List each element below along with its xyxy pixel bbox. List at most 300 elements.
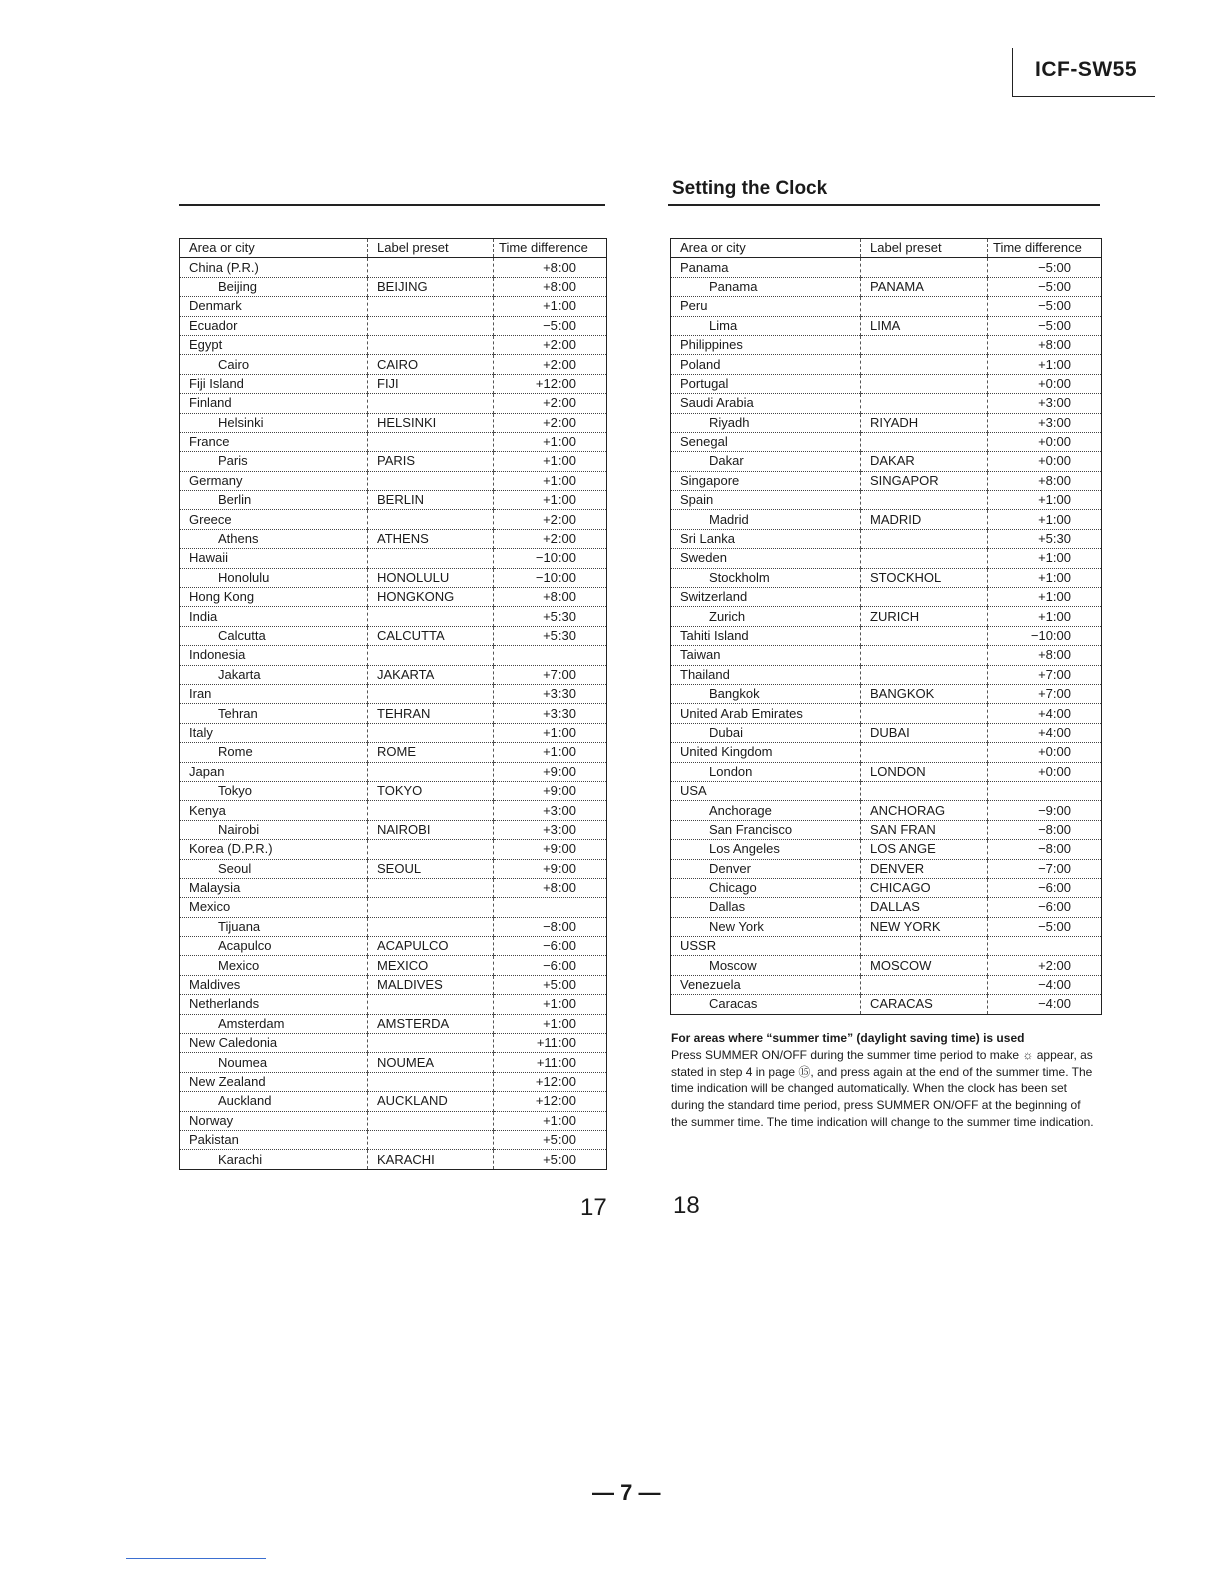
table-row — [671, 801, 1102, 820]
time-cell: −7:00 — [988, 859, 1102, 878]
time-cell: −5:00 — [988, 297, 1102, 316]
table-row — [180, 878, 607, 897]
area-cell: San Francisco — [671, 820, 861, 839]
area-cell: Korea (D.P.R.) — [180, 840, 368, 859]
area-cell: Acapulco — [180, 937, 368, 956]
label-cell: JAKARTA — [368, 665, 494, 684]
table-row — [180, 1072, 607, 1091]
label-cell: ZURICH — [861, 607, 988, 626]
label-cell: SAN FRAN — [861, 820, 988, 839]
table-row — [180, 975, 607, 994]
area-cell: Tehran — [180, 704, 368, 723]
label-cell — [368, 471, 494, 490]
table-row — [671, 588, 1102, 607]
area-cell: Lima — [671, 316, 861, 335]
label-cell — [368, 1111, 494, 1130]
table-row — [180, 1092, 607, 1111]
table-row — [180, 917, 607, 936]
time-cell: +7:00 — [988, 684, 1102, 703]
label-cell — [368, 684, 494, 703]
label-cell: LOS ANGE — [861, 840, 988, 859]
table-row — [180, 898, 607, 917]
time-cell: +1:00 — [494, 723, 607, 742]
label-cell — [368, 917, 494, 936]
time-cell: −8:00 — [988, 840, 1102, 859]
label-cell — [861, 297, 988, 316]
table-row — [671, 510, 1102, 529]
table-row — [671, 374, 1102, 393]
area-cell: Hong Kong — [180, 588, 368, 607]
label-cell — [861, 335, 988, 354]
table-row — [180, 801, 607, 820]
area-cell: Norway — [180, 1111, 368, 1130]
time-cell: −5:00 — [988, 316, 1102, 335]
label-cell: ATHENS — [368, 529, 494, 548]
time-cell: +5:30 — [494, 607, 607, 626]
area-cell: Nairobi — [180, 820, 368, 839]
area-cell: Jakarta — [180, 665, 368, 684]
time-cell: +2:00 — [494, 510, 607, 529]
table-row — [671, 626, 1102, 645]
time-cell: +1:00 — [988, 607, 1102, 626]
table-row — [180, 1053, 607, 1072]
table-row — [180, 1111, 607, 1130]
time-cell: −4:00 — [988, 975, 1102, 994]
label-cell — [861, 646, 988, 665]
time-cell: +8:00 — [494, 277, 607, 296]
table-row — [180, 316, 607, 335]
table-row — [180, 626, 607, 645]
area-cell: Egypt — [180, 335, 368, 354]
time-cell: +9:00 — [494, 762, 607, 781]
time-cell: +5:00 — [494, 975, 607, 994]
footer-page-number: — 7 — — [592, 1480, 661, 1505]
time-cell: +5:30 — [494, 626, 607, 645]
table-row — [180, 665, 607, 684]
area-cell: Berlin — [180, 491, 368, 510]
time-cell: +0:00 — [988, 374, 1102, 393]
time-cell: +5:30 — [988, 529, 1102, 548]
label-cell — [861, 258, 988, 277]
time-cell: +3:00 — [988, 394, 1102, 413]
time-cell: +1:00 — [494, 1014, 607, 1033]
table-row — [180, 840, 607, 859]
area-cell: Rome — [180, 743, 368, 762]
time-cell: +1:00 — [494, 1111, 607, 1130]
table-row — [671, 762, 1102, 781]
area-cell: Poland — [671, 355, 861, 374]
area-cell: Spain — [671, 491, 861, 510]
right-time-table — [670, 238, 1102, 1015]
table-row — [671, 568, 1102, 587]
label-cell — [861, 975, 988, 994]
label-cell: BEIJING — [368, 277, 494, 296]
label-cell — [368, 995, 494, 1014]
area-cell: United Kingdom — [671, 743, 861, 762]
label-cell — [861, 665, 988, 684]
time-cell: −10:00 — [988, 626, 1102, 645]
area-cell: New Caledonia — [180, 1034, 368, 1053]
table-row — [180, 491, 607, 510]
label-cell — [861, 743, 988, 762]
table-header-row — [671, 239, 1102, 258]
area-cell: Chicago — [671, 878, 861, 897]
table-row — [671, 684, 1102, 703]
area-cell: Moscow — [671, 956, 861, 975]
time-cell: −6:00 — [494, 956, 607, 975]
table-row — [180, 452, 607, 471]
label-cell: MOSCOW — [861, 956, 988, 975]
label-cell — [368, 801, 494, 820]
table-row — [180, 781, 607, 800]
label-cell — [861, 491, 988, 510]
table-row — [671, 975, 1102, 994]
time-cell: +11:00 — [494, 1034, 607, 1053]
label-cell: HELSINKI — [368, 413, 494, 432]
table-row — [180, 762, 607, 781]
table-row — [671, 646, 1102, 665]
time-cell: +1:00 — [988, 491, 1102, 510]
time-cell: +1:00 — [988, 510, 1102, 529]
time-cell: −9:00 — [988, 801, 1102, 820]
area-cell: Zurich — [671, 607, 861, 626]
label-cell: HONOLULU — [368, 568, 494, 587]
label-cell: ACAPULCO — [368, 937, 494, 956]
table-row — [180, 394, 607, 413]
time-cell: −8:00 — [494, 917, 607, 936]
area-cell: Madrid — [671, 510, 861, 529]
time-cell: +8:00 — [494, 258, 607, 277]
area-cell: Noumea — [180, 1053, 368, 1072]
table-row — [671, 878, 1102, 897]
area-cell: Japan — [180, 762, 368, 781]
label-cell — [861, 549, 988, 568]
table-row — [180, 1130, 607, 1149]
page-number-right: 18 — [673, 1192, 700, 1219]
area-cell: Germany — [180, 471, 368, 490]
time-cell: +12:00 — [494, 1092, 607, 1111]
label-cell — [368, 840, 494, 859]
time-cell: +0:00 — [988, 762, 1102, 781]
area-cell: Bangkok — [671, 684, 861, 703]
area-cell: Ecuador — [180, 316, 368, 335]
col-time-header: Time difference — [494, 239, 607, 258]
label-cell: CALCUTTA — [368, 626, 494, 645]
label-cell — [368, 510, 494, 529]
table-row — [180, 549, 607, 568]
label-cell — [368, 646, 494, 665]
table-row — [180, 510, 607, 529]
label-cell: NOUMEA — [368, 1053, 494, 1072]
label-cell — [861, 704, 988, 723]
area-cell: Riyadh — [671, 413, 861, 432]
table-row — [180, 568, 607, 587]
time-cell: +1:00 — [494, 471, 607, 490]
label-cell — [861, 374, 988, 393]
label-cell: TEHRAN — [368, 704, 494, 723]
page-number-left: 17 — [580, 1194, 607, 1221]
area-cell: China (P.R.) — [180, 258, 368, 277]
table-row — [180, 277, 607, 296]
note-heading: For areas where “summer time” (daylight saving time) is used — [671, 1031, 1025, 1045]
label-cell: DALLAS — [861, 898, 988, 917]
label-cell: SEOUL — [368, 859, 494, 878]
area-cell: Taiwan — [671, 646, 861, 665]
label-cell: CARACAS — [861, 995, 988, 1014]
area-cell: Karachi — [180, 1150, 368, 1169]
time-cell: +2:00 — [494, 335, 607, 354]
area-cell: Singapore — [671, 471, 861, 490]
table-row — [671, 335, 1102, 354]
area-cell: Tijuana — [180, 917, 368, 936]
area-cell: Seoul — [180, 859, 368, 878]
area-cell: Peru — [671, 297, 861, 316]
time-cell: −10:00 — [494, 549, 607, 568]
area-cell: Thailand — [671, 665, 861, 684]
time-cell: +1:00 — [494, 297, 607, 316]
table-row — [671, 859, 1102, 878]
label-cell — [368, 1034, 494, 1053]
label-cell — [368, 1072, 494, 1091]
area-cell: Panama — [671, 258, 861, 277]
table-row — [671, 820, 1102, 839]
label-cell — [368, 723, 494, 742]
table-row — [180, 471, 607, 490]
left-time-table — [179, 238, 607, 1170]
time-cell: −10:00 — [494, 568, 607, 587]
label-cell: BANGKOK — [861, 684, 988, 703]
time-cell: +8:00 — [988, 471, 1102, 490]
label-cell: AUCKLAND — [368, 1092, 494, 1111]
section-title: Setting the Clock — [672, 178, 828, 199]
table-row — [671, 432, 1102, 451]
area-cell: Kenya — [180, 801, 368, 820]
label-cell — [368, 549, 494, 568]
time-cell: +5:00 — [494, 1150, 607, 1169]
area-cell: Paris — [180, 452, 368, 471]
label-cell — [368, 1130, 494, 1149]
label-cell — [368, 762, 494, 781]
time-cell: +1:00 — [988, 549, 1102, 568]
time-cell — [988, 781, 1102, 800]
time-cell: +0:00 — [988, 743, 1102, 762]
table-row — [671, 917, 1102, 936]
col-time-header: Time difference — [988, 239, 1102, 258]
table-row — [671, 452, 1102, 471]
right-rule — [668, 204, 1100, 206]
label-cell: ROME — [368, 743, 494, 762]
label-cell: RIYADH — [861, 413, 988, 432]
label-cell: PARIS — [368, 452, 494, 471]
label-cell — [861, 626, 988, 645]
label-cell: NAIROBI — [368, 820, 494, 839]
area-cell: Beijing — [180, 277, 368, 296]
time-cell: +12:00 — [494, 374, 607, 393]
blue-rule — [126, 1558, 266, 1559]
area-cell: Tokyo — [180, 781, 368, 800]
area-cell: Los Angeles — [671, 840, 861, 859]
label-cell — [861, 781, 988, 800]
time-cell: +7:00 — [494, 665, 607, 684]
table-row — [180, 355, 607, 374]
area-cell: Venezuela — [671, 975, 861, 994]
area-cell: Dallas — [671, 898, 861, 917]
time-cell: +1:00 — [494, 452, 607, 471]
table-row — [671, 607, 1102, 626]
time-cell: +2:00 — [988, 956, 1102, 975]
table-row — [180, 432, 607, 451]
area-cell: Denver — [671, 859, 861, 878]
table-row — [180, 335, 607, 354]
time-cell: +1:00 — [494, 491, 607, 510]
label-cell: CHICAGO — [861, 878, 988, 897]
label-cell — [861, 937, 988, 956]
area-cell: Hawaii — [180, 549, 368, 568]
label-cell — [368, 607, 494, 626]
table-row — [180, 956, 607, 975]
area-cell: Helsinki — [180, 413, 368, 432]
table-row — [180, 995, 607, 1014]
area-cell: Senegal — [671, 432, 861, 451]
label-cell: MALDIVES — [368, 975, 494, 994]
label-cell — [861, 432, 988, 451]
label-cell: PANAMA — [861, 277, 988, 296]
label-cell — [368, 898, 494, 917]
label-cell: LONDON — [861, 762, 988, 781]
area-cell: India — [180, 607, 368, 626]
label-cell — [368, 878, 494, 897]
area-cell: Philippines — [671, 335, 861, 354]
table-row — [180, 859, 607, 878]
time-cell: +9:00 — [494, 859, 607, 878]
time-cell: +8:00 — [494, 588, 607, 607]
area-cell: Caracas — [671, 995, 861, 1014]
label-cell — [368, 335, 494, 354]
time-cell: −5:00 — [988, 917, 1102, 936]
label-cell: DUBAI — [861, 723, 988, 742]
table-row — [671, 277, 1102, 296]
area-cell: Saudi Arabia — [671, 394, 861, 413]
table-row — [671, 665, 1102, 684]
time-cell: +8:00 — [988, 646, 1102, 665]
area-cell: Calcutta — [180, 626, 368, 645]
time-cell: +3:30 — [494, 684, 607, 703]
table-row — [671, 743, 1102, 762]
col-area-header: Area or city — [180, 239, 368, 258]
table-row — [671, 491, 1102, 510]
area-cell: New York — [671, 917, 861, 936]
label-cell: DAKAR — [861, 452, 988, 471]
area-cell: Sweden — [671, 549, 861, 568]
table-row — [671, 840, 1102, 859]
label-cell: MADRID — [861, 510, 988, 529]
table-row — [180, 607, 607, 626]
time-cell: −6:00 — [988, 898, 1102, 917]
table-row — [180, 258, 607, 277]
area-cell: Italy — [180, 723, 368, 742]
area-cell: Sri Lanka — [671, 529, 861, 548]
table-row — [671, 781, 1102, 800]
time-cell: +1:00 — [988, 568, 1102, 587]
label-cell — [368, 258, 494, 277]
table-row — [671, 316, 1102, 335]
time-cell: −5:00 — [988, 277, 1102, 296]
table-row — [180, 413, 607, 432]
area-cell: Stockholm — [671, 568, 861, 587]
label-cell: HONGKONG — [368, 588, 494, 607]
table-row — [671, 297, 1102, 316]
table-row — [671, 394, 1102, 413]
time-cell: +1:00 — [494, 743, 607, 762]
table-row — [671, 956, 1102, 975]
table-row — [180, 1014, 607, 1033]
label-cell: AMSTERDA — [368, 1014, 494, 1033]
area-cell: London — [671, 762, 861, 781]
label-cell: FIJI — [368, 374, 494, 393]
label-cell: DENVER — [861, 859, 988, 878]
time-cell: +7:00 — [988, 665, 1102, 684]
area-cell: Portugal — [671, 374, 861, 393]
area-cell: Cairo — [180, 355, 368, 374]
left-rule — [179, 204, 605, 206]
table-row — [180, 820, 607, 839]
table-row — [180, 704, 607, 723]
area-cell: Mexico — [180, 898, 368, 917]
area-cell: USSR — [671, 937, 861, 956]
time-cell: +3:00 — [494, 801, 607, 820]
table-row — [180, 1034, 607, 1053]
area-cell: France — [180, 432, 368, 451]
area-cell: Pakistan — [180, 1130, 368, 1149]
label-cell: SINGAPOR — [861, 471, 988, 490]
time-cell: +3:00 — [988, 413, 1102, 432]
time-cell: −6:00 — [988, 878, 1102, 897]
time-cell: +9:00 — [494, 781, 607, 800]
label-cell — [861, 355, 988, 374]
time-cell: +1:00 — [494, 995, 607, 1014]
time-cell: +4:00 — [988, 704, 1102, 723]
label-cell: TOKYO — [368, 781, 494, 800]
time-cell: −5:00 — [494, 316, 607, 335]
label-cell: CAIRO — [368, 355, 494, 374]
area-cell: Fiji Island — [180, 374, 368, 393]
time-cell — [494, 898, 607, 917]
time-cell: +5:00 — [494, 1130, 607, 1149]
table-row — [180, 937, 607, 956]
time-cell: −6:00 — [494, 937, 607, 956]
table-row — [671, 355, 1102, 374]
area-cell: Amsterdam — [180, 1014, 368, 1033]
time-cell: +2:00 — [494, 394, 607, 413]
area-cell: Netherlands — [180, 995, 368, 1014]
label-cell — [861, 529, 988, 548]
label-cell: BERLIN — [368, 491, 494, 510]
time-cell: +2:00 — [494, 355, 607, 374]
table-row — [180, 588, 607, 607]
time-cell: +2:00 — [494, 529, 607, 548]
area-cell: Anchorage — [671, 801, 861, 820]
area-cell: Greece — [180, 510, 368, 529]
area-cell: Dubai — [671, 723, 861, 742]
label-cell — [368, 316, 494, 335]
col-area-header: Area or city — [671, 239, 861, 258]
time-cell — [988, 937, 1102, 956]
table-row — [671, 413, 1102, 432]
time-cell: +0:00 — [988, 432, 1102, 451]
time-cell: +1:00 — [988, 588, 1102, 607]
time-cell: +8:00 — [494, 878, 607, 897]
table-row — [671, 258, 1102, 277]
